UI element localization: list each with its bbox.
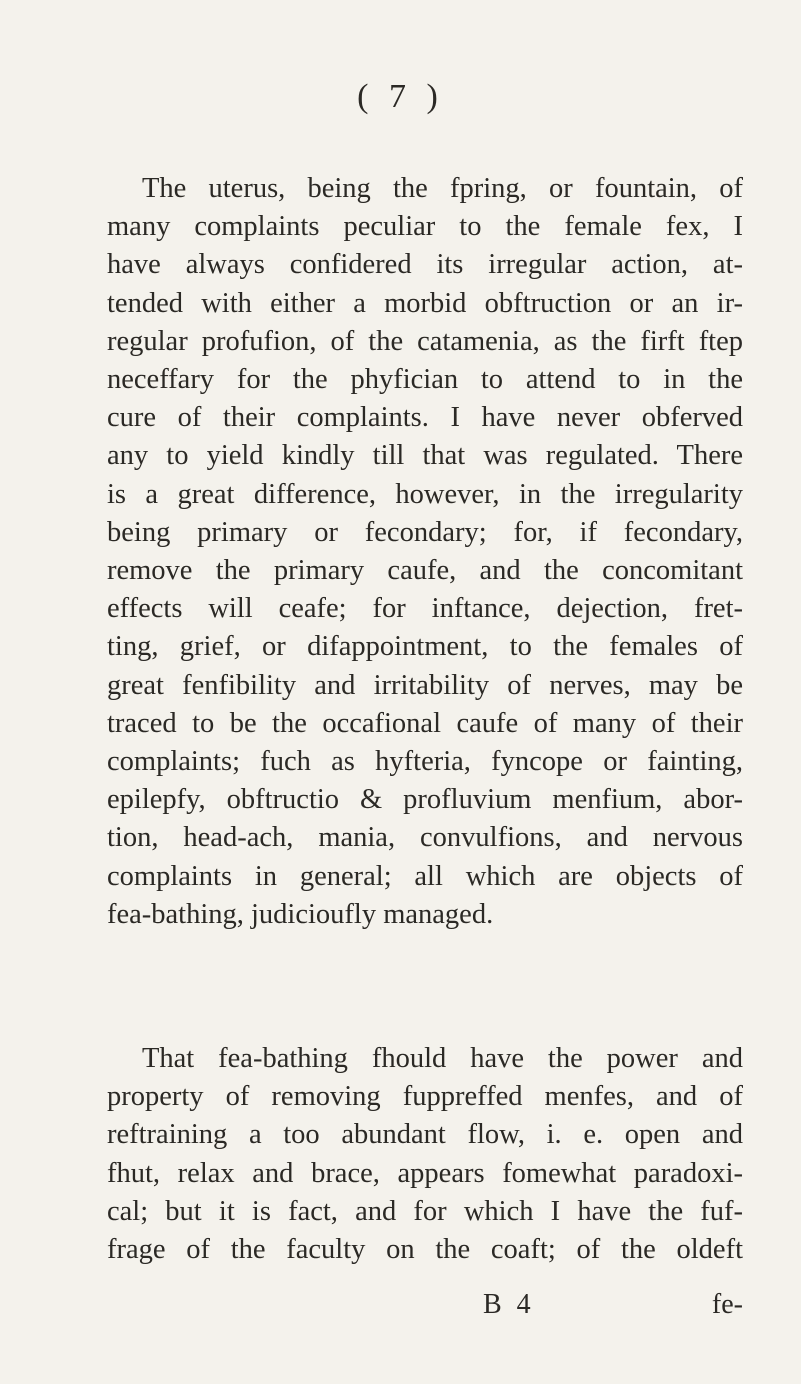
text-line: is a great difference, however, in the irregularity — [107, 478, 743, 510]
text-line: cure of their complaints. I have never obferved — [107, 402, 743, 434]
text-line: reftraining a too abundant flow, i. e. open and — [107, 1119, 743, 1151]
text-line: regular profufion, of the catamenia, as the firft ftep — [107, 325, 743, 357]
text-line: neceffary for the phyfician to attend to in the — [107, 364, 743, 396]
text-line: cal; but it is fact, and for which I have the fuf- — [107, 1195, 743, 1227]
text-line: The uterus, being the fpring, or fountain, of — [142, 173, 743, 204]
text-line: complaints in general; all which are objects of — [107, 860, 743, 892]
text-line: epilepfy, obftructio & profluvium menfium, abor- — [107, 784, 743, 816]
text-line: many complaints peculiar to the female fex, I — [107, 211, 743, 243]
signature-mark: B 4 — [483, 1289, 535, 1320]
text-line: fea-bathing, judicioufly managed. — [107, 898, 494, 930]
page-number: ( 7 ) — [357, 78, 444, 115]
paragraph-2 — [107, 1040, 743, 1269]
catchword: fe- — [711, 1289, 743, 1320]
text-line: tended with either a morbid obftruction or an ir- — [107, 287, 743, 319]
text-line: great fenfibility and irritability of nerves, may be — [107, 669, 743, 701]
text-line: property of removing fuppreffed menfes, and of — [107, 1081, 743, 1113]
text-line: any to yield kindly till that was regulated. There — [107, 440, 743, 472]
paragraph-1 — [107, 170, 743, 934]
text-line: being primary or fecondary; for, if fecondary, — [107, 516, 743, 548]
text-line: ting, grief, or difappointment, to the females of — [107, 631, 743, 663]
text-line: effects will ceafe; for inftance, dejection, fret- — [107, 593, 743, 625]
text-line: traced to be the occafional caufe of many of their — [107, 707, 743, 739]
text-line: fhut, relax and brace, appears fomewhat paradoxi- — [107, 1157, 743, 1189]
text-line: frage of the faculty on the coaft; of the oldeft — [107, 1234, 743, 1266]
text-line: That fea-bathing fhould have the power and — [142, 1043, 743, 1074]
page-footer — [107, 1289, 743, 1329]
text-line: tion, head-ach, mania, convulfions, and nervous — [107, 822, 743, 854]
text-line: have always confidered its irregular action, at- — [107, 249, 743, 281]
text-line: remove the primary caufe, and the concomitant — [107, 555, 743, 587]
text-line: complaints; fuch as hyfteria, fyncope or fainting, — [107, 746, 743, 778]
